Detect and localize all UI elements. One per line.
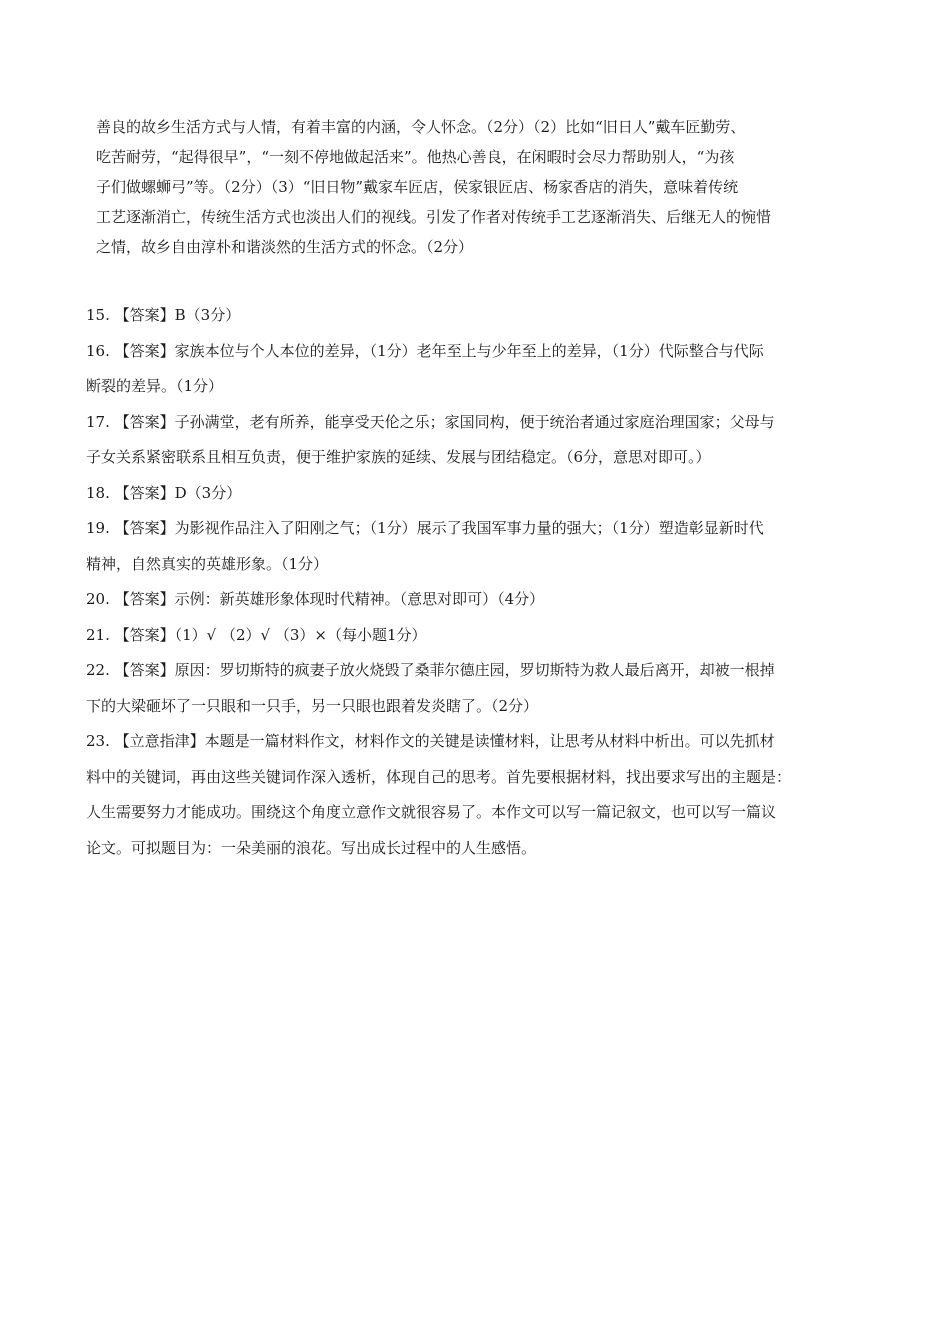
text-line: 21. 【答案】（1）√ （2）√ （3）×（每小题1分） — [86, 625, 427, 644]
text-line: 料中的关键词，再由这些关键词作深入透析，体现自己的思考。首先要根据材料，找出要求写出的主题是： — [86, 767, 792, 786]
text-line: 16. 【答案】家族本位与个人本位的差异，（1分）老年至上与少年至上的差异，（1分）代际整合与代际 — [86, 341, 764, 360]
text-line: 15. 【答案】B（3分） — [86, 306, 241, 324]
text-line: 子们做螺蛳弓”等。（2分）（3）“旧日物”戴家车匠店，侯家银匠店、杨家香店的消失，意味着传统 — [96, 178, 739, 196]
text-line: 之情，故乡自由淳朴和谐淡然的生活方式的怀念。（2分） — [96, 238, 474, 256]
answer-15 — [86, 298, 866, 334]
text-line: 论文。可拟题目为：一朵美丽的浪花。写出成长过程中的人生感悟。 — [86, 838, 537, 857]
answer-list — [86, 298, 866, 866]
answer-22 — [86, 653, 866, 724]
answer-23 — [86, 724, 866, 866]
text-line: 下的大梁砸坏了一只眼和一只手，另一只眼也跟着发炎瞎了。（2分） — [86, 696, 539, 715]
text-line: 19. 【答案】为影视作品注入了阳刚之气；（1分）展示了我国军事力量的强大；（1分）塑造彰显新时代 — [86, 519, 764, 537]
text-line: 子女关系紧密联系且相互负责，便于维护家族的延续、发展与团结稳定。（6分，意思对即可。） — [86, 448, 711, 466]
answer-19 — [86, 511, 866, 582]
text-line: 23. 【立意指津】本题是一篇材料作文，材料作文的关键是读懂材料，让思考从材料中析出。可以先抓材 — [86, 732, 775, 750]
answer-18 — [86, 476, 866, 512]
text-line: 人生需要努力才能成功。围绕这个角度立意作文就很容易了。本作文可以写一篇记叙文，也可以写一篇议 — [86, 803, 777, 821]
text-line: 20. 【答案】示例：新英雄形象体现时代精神。（意思对即可）（4分） — [86, 590, 545, 608]
text-line: 吃苦耐劳，“起得很早”，“一刻不停地做起活来”。他热心善良，在闲暇时会尽力帮助别人，“为孩 — [96, 148, 735, 166]
answer-20 — [86, 582, 866, 618]
text-line: 精神，自然真实的英雄形象。（1分） — [86, 554, 329, 573]
text-line: 22. 【答案】原因：罗切斯特的疯妻子放火烧毁了桑菲尔德庄园，罗切斯特为救人最后离开，却被一根掉 — [86, 661, 775, 679]
text-line: 18. 【答案】D（3分） — [86, 483, 242, 502]
answer-17 — [86, 405, 866, 476]
text-line: 善良的故乡生活方式与人情，有着丰富的内涵，令人怀念。（2分）（2）比如“旧日人”戴车匠勤劳、 — [96, 118, 746, 136]
answer-21 — [86, 618, 866, 654]
answer-14-continuation — [96, 112, 866, 262]
answer-16 — [86, 334, 866, 405]
text-line: 工艺逐渐消亡，传统生活方式也淡出人们的视线。引发了作者对传统手工艺逐渐消失、后继无人的惋惜 — [96, 208, 772, 226]
text-line: 断裂的差异。（1分） — [86, 377, 224, 395]
text-line: 17. 【答案】子孙满堂，老有所养，能享受天伦之乐；家国同构，便于统治者通过家庭治理国家；父母与 — [86, 412, 775, 431]
